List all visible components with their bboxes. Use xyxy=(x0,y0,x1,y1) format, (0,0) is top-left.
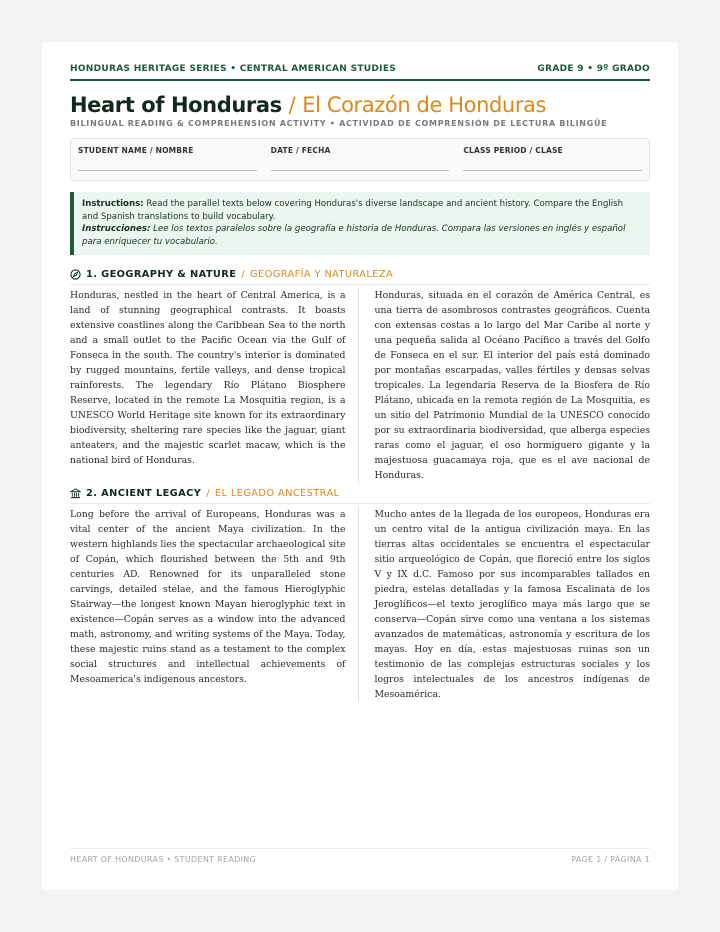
section-geography xyxy=(70,269,650,483)
section-title-spanish: EL LEGADO ANCESTRAL xyxy=(214,488,340,499)
instructions-box xyxy=(70,192,650,255)
spanish-paragraph: Honduras, situada en el corazón de América Central, es una tierra de asombrosos contrastes geográficos. Cuenta con extensas costas a lo largo del Mar Caribe al norte y una pequeña salida al Océano Pacífico a través del Golfo de Fonseca en el sur. El interior del país está dominado por montañas escarpadas, valles fértiles y densas selvas tropicales. La legendaria Reserva de la Biosfera de Río Plátano, ubicada en la remota región de La Mosquitia, es un sitio del Patrimonio Mundial de la UNESCO conocido por su extraordinaria biodiversidad, que alberga especies raras como el jaguar, el oso hormiguero gigante y la majestuosa guacamaya roja, que es el ave nacional de Honduras. xyxy=(374,290,650,481)
footer-left: HEART OF HONDURAS • STUDENT READING xyxy=(70,855,257,864)
instructions-english xyxy=(82,198,640,223)
class-period-label: CLASS PERIOD / CLASE xyxy=(463,146,563,155)
parallel-text-columns xyxy=(70,288,650,483)
class-period-field[interactable] xyxy=(463,146,642,174)
section-title-english: 2. ANCIENT LEGACY xyxy=(86,488,202,499)
section-heading: 2. ANCIENT LEGACY / EL LEGADO ANCESTRAL xyxy=(70,488,650,504)
spanish-paragraph: Mucho antes de la llegada de los europeos, Honduras era un centro vital de la antigua civilización maya. En las tierras altas occidentales se encuentra el espectacular sitio arqueológico de Copán, que floreció entre los siglos V y IX d.C. Famoso por sus incomparables tallados en piedra, estelas detalladas y la famosa Escalinata de los Jeroglíficos—el texto jeroglífico maya más largo que se conserva—Copán sirve como una ventana a los sistemas avanzados de matemáticas, astronomía y escritura de los mayas. Hoy en día, estas majestuosas ruinas son un testimonio de las complejas estructuras sociales y los logros intelectuales de los ancestros indígenas de Mesoamérica. xyxy=(374,509,650,700)
top-header-bar xyxy=(70,64,650,81)
page-subtitle: BILINGUAL READING & COMPREHENSION ACTIVITY • ACTIVIDAD DE COMPRENSIÓN DE LECTURA BILINGÜE xyxy=(70,119,608,128)
footer-page-number: PAGE 1 / PÁGINA 1 xyxy=(571,855,650,864)
page-footer xyxy=(70,848,650,864)
date-label: DATE / FECHA xyxy=(270,146,331,155)
class-period-line[interactable] xyxy=(463,170,642,171)
parallel-text-columns xyxy=(70,507,650,702)
title-separator: / xyxy=(288,93,296,117)
instructions-en-label: Instructions: xyxy=(82,199,144,209)
instructions-es-text: Lee los textos paralelos sobre la geografía e historia de Honduras. Compara las versiones en inglés y español para enriquecer tu vocabulario. xyxy=(82,224,626,247)
student-info-fields xyxy=(70,138,650,181)
page-title xyxy=(70,93,650,117)
worksheet-page xyxy=(42,42,678,890)
title-english: Heart of Honduras xyxy=(70,93,282,117)
instructions-es-label: Instrucciones: xyxy=(82,224,151,234)
instructions-en-text: Read the parallel texts below covering Honduras's diverse landscape and ancient history. Compare the English and Spanish translations to build vocabulary. xyxy=(82,199,624,222)
english-paragraph: Long before the arrival of Europeans, Honduras was a vital center of the ancient Maya civilization. In the western highlands lies the spectacular archaeological site of Copán, which flourished between the 5th and 9th centuries AD. Renowned for its unparalleled stone carvings, detailed stelae, and the famous Hieroglyphic Stairway—the longest known Mayan hieroglyphic text in existence—Copán serves as a window into the advanced math, astronomy, and writing systems of the Maya. Today, these majestic ruins stand as a testament to the complex social structures and intellectual achievements of Mesoamerica's indigenous ancestors. xyxy=(70,507,359,702)
temple-icon xyxy=(70,488,81,499)
grade-label: GRADE 9 • 9º GRADO xyxy=(537,64,650,74)
student-name-field[interactable] xyxy=(78,146,257,174)
student-name-label: STUDENT NAME / NOMBRE xyxy=(78,146,194,155)
section-heading: 1. GEOGRAPHY & NATURE / GEOGRAFÍA Y NATURALEZA xyxy=(70,269,650,285)
compass-icon xyxy=(70,269,81,280)
date-field[interactable] xyxy=(271,146,450,174)
student-name-line[interactable] xyxy=(78,170,257,171)
title-spanish: El Corazón de Honduras xyxy=(302,93,547,117)
instructions-spanish xyxy=(82,223,640,248)
english-paragraph: Honduras, nestled in the heart of Central America, is a land of stunning geographical contrasts. It boasts extensive coastlines along the Caribbean Sea to the north and a small outlet to the Pacific Ocean via the Gulf of Fonseca in the south. The country's interior is dominated by rugged mountains, fertile valleys, and dense tropical rainforests. The legendary Río Plátano Biosphere Reserve, located in the remote La Mosquitia region, is a UNESCO World Heritage site known for its extraordinary biodiversity, sheltering rare species like the jaguar, giant anteaters, and the majestic scarlet macaw, which is the national bird of Honduras. xyxy=(70,288,359,483)
series-label: HONDURAS HERITAGE SERIES • CENTRAL AMERICAN STUDIES xyxy=(70,64,397,74)
section-title-spanish: GEOGRAFÍA Y NATURALEZA xyxy=(250,269,394,280)
date-line[interactable] xyxy=(271,170,450,171)
section-ancient-legacy xyxy=(70,488,650,702)
section-title-english: 1. GEOGRAPHY & NATURE xyxy=(86,269,237,280)
